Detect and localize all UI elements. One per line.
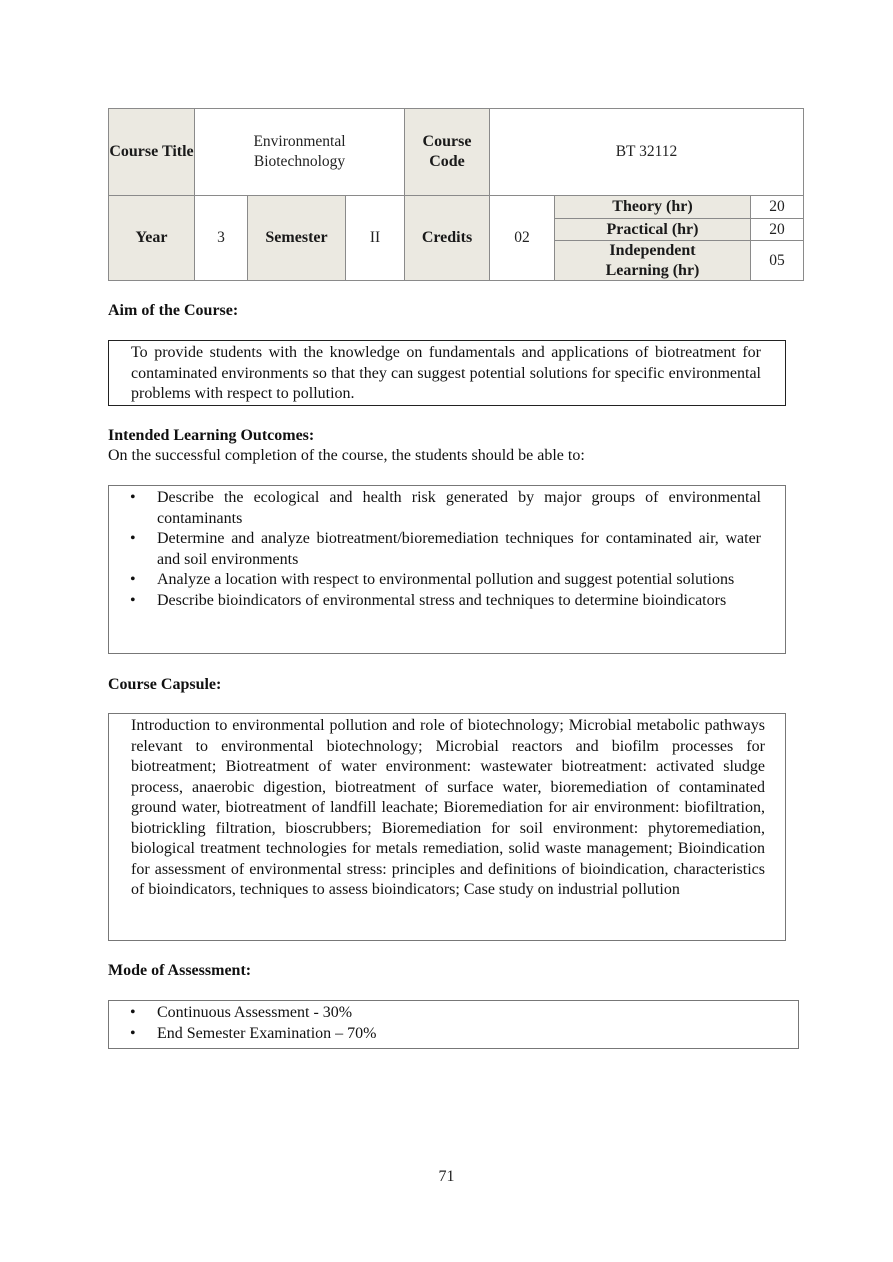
credits-value: 02 (490, 196, 555, 281)
practical-hours-value: 20 (751, 219, 804, 241)
independent-learning-value: 05 (751, 241, 804, 281)
ilo-list (109, 488, 761, 611)
capsule-box (108, 713, 786, 941)
bullet-icon: • (130, 591, 136, 609)
assessment-item: • Continuous Assessment - 30% (109, 1003, 774, 1024)
semester-label: Semester (248, 196, 346, 281)
independent-learning-label: Independent Learning (hr) (555, 241, 751, 281)
capsule-heading: Course Capsule: (108, 676, 222, 693)
semester-value: II (346, 196, 405, 281)
practical-hours-label: Practical (hr) (555, 219, 751, 241)
aim-text: To provide students with the knowledge on fundamentals and applications of biotreatment for contaminated environments so that they can suggest potential solutions for specific environmental problems with respect to pollution. (131, 344, 761, 402)
aim-box (108, 340, 786, 406)
ilo-item: • Determine and analyze biotreatment/bioremediation techniques for contaminated air, water and soil environments (130, 530, 761, 568)
year-label: Year (109, 196, 195, 281)
bullet-icon: • (130, 1024, 136, 1042)
bullet-icon: • (130, 571, 136, 588)
course-title-label: Course Title (109, 109, 195, 196)
ilo-item: • Describe bioindicators of environmental stress and techniques to determine bioindicators (109, 591, 761, 612)
bullet-icon: • (130, 530, 136, 547)
page-number: 71 (438, 1168, 455, 1185)
theory-hours-label: Theory (hr) (555, 196, 751, 219)
ilo-item: • Analyze a location with respect to environmental pollution and suggest potential solutions (109, 570, 761, 591)
assessment-box (108, 1000, 799, 1049)
ilo-heading: Intended Learning Outcomes: (108, 427, 315, 444)
credits-label: Credits (405, 196, 490, 281)
assessment-item: • End Semester Examination – 70% (109, 1024, 774, 1045)
assessment-list (109, 1003, 774, 1044)
theory-hours-value: 20 (751, 196, 804, 219)
bullet-icon: • (130, 489, 136, 506)
capsule-text: Introduction to environmental pollution and role of biotechnology; Microbial metabolic pathways relevant to environmental biotechnology; Microbial reactors and biofilm processes for biotreatment; Biotreatment of water environment: wastewater biotreatment: activated sludge process, anaerobic digestion, biotreatment of surface water, bioremediation of contaminated ground water, biotreatment of landfill leachate; Bioremediation for air environment: biofiltration, biotrickling filtration, bioscrubbers; Bioremediation for soil environment: phytoremediation, biological treatment technologies for metals remediation, solid waste management; Bioindication for assessment of environmental stress: principles and definitions of bioindication, characteristics of bioindicators, techniques to assess bioindicators; Case study on industrial pollution (131, 717, 765, 898)
ilo-item: • Describe the ecological and health risk generated by major groups of environmental contaminants (130, 489, 761, 527)
assessment-heading: Mode of Assessment: (108, 962, 252, 979)
bullet-icon: • (130, 1004, 136, 1021)
year-value: 3 (195, 196, 248, 281)
aim-heading: Aim of the Course: (108, 302, 239, 319)
ilo-box (108, 485, 786, 654)
course-code-label: Course Code (405, 109, 490, 196)
ilo-intro: On the successful completion of the course, the students should be able to: (108, 447, 585, 464)
course-info-table (108, 108, 804, 281)
course-code-value: BT 32112 (490, 109, 804, 196)
course-title-value: Environmental Biotechnology (195, 109, 405, 196)
